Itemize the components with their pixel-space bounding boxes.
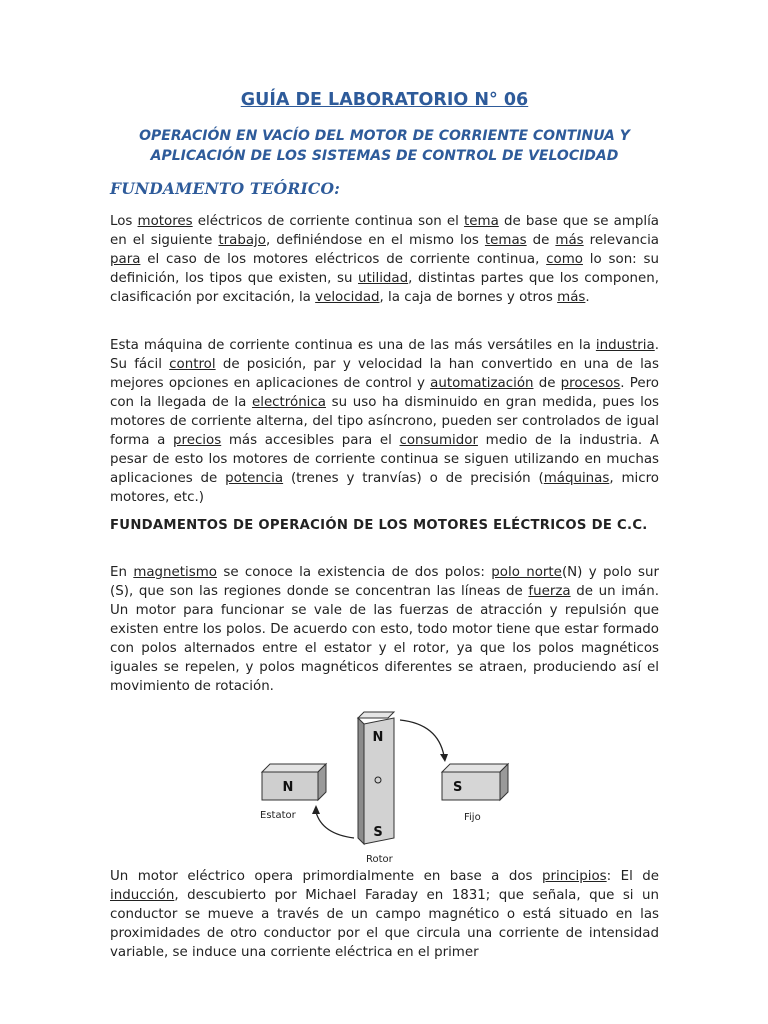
text-run: (N) y polo sur (S), que son las regiones donde se concentran las líneas de	[110, 565, 659, 599]
text-run: . Su fácil	[110, 338, 659, 372]
underlined-term: motores	[137, 214, 193, 229]
underlined-term: utilidad	[358, 271, 409, 286]
underlined-term: temas	[484, 233, 527, 248]
underlined-term: polo norte	[491, 565, 562, 580]
section-heading: FUNDAMENTO TEÓRICO:	[110, 179, 341, 198]
text-run: de	[533, 376, 561, 391]
text-run: medio de la industria. A pesar de esto los motores de corriente continua se siguen utilizando en muchas aplicaciones de	[110, 433, 659, 486]
fixed-block	[442, 764, 508, 823]
underlined-term: consumidor	[399, 433, 478, 448]
text-run: el caso de los motores eléctricos de corriente continua,	[140, 252, 547, 267]
paragraph-3	[110, 563, 659, 696]
text-run: . Pero con la llegada de la	[110, 376, 659, 410]
underlined-term: máquinas	[543, 471, 610, 486]
text-run: , definiéndose en el mismo los	[265, 233, 485, 248]
page-title: GUÍA DE LABORATORIO N° 06	[240, 90, 529, 110]
underlined-term: electrónica	[251, 395, 326, 410]
text-run: de	[526, 233, 556, 248]
rotation-arrow-top	[400, 720, 448, 762]
underlined-term: control	[169, 357, 216, 372]
paragraph-2	[110, 336, 659, 507]
underlined-term: más	[557, 290, 586, 305]
text-run: , distintas partes que los componen, clasificación por excitación, la	[110, 271, 659, 305]
underlined-term: tema	[464, 214, 499, 229]
subtitle-line-1: OPERACIÓN EN VACÍO DEL MOTOR DE CORRIENTE CONTINUA Y	[139, 128, 630, 144]
text-run: , micro motores, etc.)	[110, 471, 659, 505]
text-run: , descubierto por Michael Faraday en 1831; que señala, que si un conductor se mueve a través de un campo magnético o está situado en las proximidades de otro conductor por el que circula una corriente de intensidad variable, se induce una corriente eléctrica en el primer	[110, 888, 659, 960]
text-run: lo son: su definición, los tipos que existen, su	[110, 252, 659, 286]
text-run: , la caja de bornes y otros	[379, 290, 558, 305]
text-run: Esta máquina de corriente continua es una de las más versátiles en la	[110, 338, 596, 353]
fixed-pole-label: S	[453, 780, 463, 795]
underlined-term: velocidad	[315, 290, 380, 305]
underlined-term: precios	[173, 433, 222, 448]
stator-caption: Estator	[260, 810, 296, 821]
text-run: se conoce la existencia de dos polos:	[216, 565, 492, 580]
figure-svg	[250, 710, 520, 870]
text-run: relevancia	[583, 233, 659, 248]
rotor-bottom-label: S	[373, 825, 383, 840]
underlined-term: procesos	[560, 376, 621, 391]
stator-pole-label: N	[282, 780, 294, 795]
underlined-term: inducción	[110, 888, 175, 903]
underlined-term: magnetismo	[133, 565, 217, 580]
underlined-term: más	[555, 233, 584, 248]
text-run: eléctricos de corriente continua son el	[192, 214, 465, 229]
paragraph-4	[110, 867, 659, 962]
paragraph-1	[110, 212, 659, 307]
underlined-term: trabajo	[218, 233, 266, 248]
underlined-term: para	[110, 252, 141, 267]
subtitle-line-2: APLICACIÓN DE LOS SISTEMAS DE CONTROL DE VELOCIDAD	[150, 148, 619, 164]
text-run: .	[585, 290, 590, 305]
text-run: (trenes y tranvías) o de precisión (	[283, 471, 544, 486]
underlined-term: como	[546, 252, 583, 267]
text-run: Los	[110, 214, 138, 229]
rotor-caption: Rotor	[366, 854, 393, 865]
fixed-caption: Fijo	[464, 812, 481, 823]
rotor-top-label: N	[372, 730, 384, 745]
text-run: En	[110, 565, 134, 580]
text-run: Un motor eléctrico opera primordialmente en base a dos	[110, 869, 542, 884]
underlined-term: fuerza	[528, 584, 571, 599]
underlined-term: principios	[541, 869, 607, 884]
underlined-term: industria	[595, 338, 655, 353]
underlined-term: automatización	[430, 376, 534, 391]
underlined-term: potencia	[225, 471, 284, 486]
text-run: más accesibles para el	[221, 433, 400, 448]
text-run: de un imán. Un motor para funcionar se vale de las fuerzas de atracción y repulsión que existen entre los polos. De acuerdo con esto, todo motor tiene que estar formado con polos alternados entre el estator y el rotor, ya que los polos magnéticos iguales se repelen, y polos magnéticos diferentes se atraen, produciendo así el movimiento de rotación.	[110, 584, 659, 694]
page-subtitle	[110, 126, 659, 166]
text-run: su uso ha disminuido en gran medida, pues los motores de corriente alterna, del tipo asíncrono, pueden ser controlados de igual forma a	[110, 395, 659, 448]
rotation-arrow-bottom	[312, 805, 354, 838]
text-run: de posición, par y velocidad la han convertido en una de las mejores opciones en aplicaciones de control y	[110, 357, 659, 391]
rotor-block	[358, 712, 394, 865]
magnet-rotor-figure	[250, 710, 520, 870]
subheading-fundamentos: FUNDAMENTOS DE OPERACIÓN DE LOS MOTORES ELÉCTRICOS DE C.C.	[110, 518, 648, 533]
text-run: : El de	[606, 869, 659, 884]
text-run: de base que se amplía en el siguiente	[110, 214, 660, 248]
